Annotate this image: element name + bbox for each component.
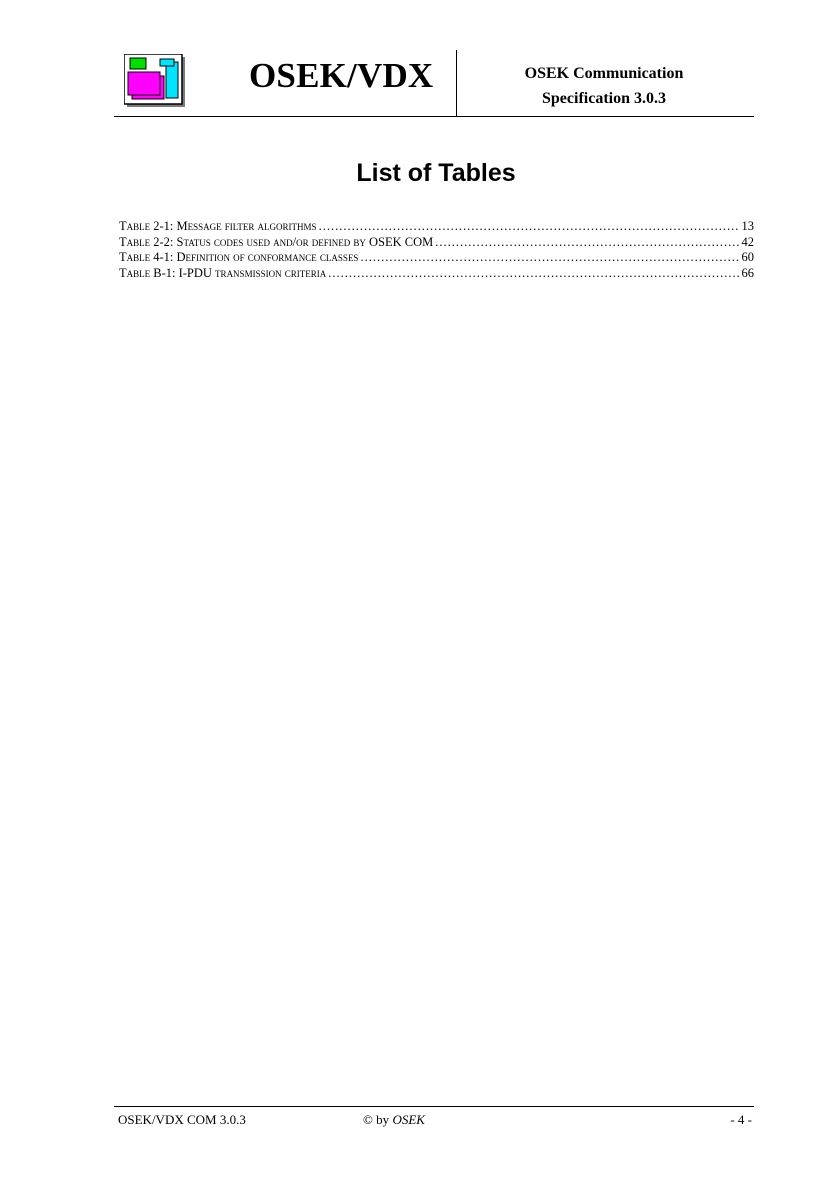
copyright-text: © by (363, 1112, 390, 1127)
table-entry-page: 60 (741, 250, 754, 264)
footer-copyright (114, 1112, 674, 1128)
page-footer (114, 1106, 754, 1137)
page-number: - 4 - (730, 1112, 752, 1127)
page-header (114, 48, 754, 117)
brand-title: OSEK/VDX (249, 56, 434, 95)
dot-leader (435, 235, 739, 251)
table-entry-label: Table 2-2: Status codes used and/or defined by OSEK COM (119, 234, 434, 249)
table-entry-label: Table 2-1: Message filter algorithms (119, 219, 317, 233)
table-entry-page: 13 (741, 219, 754, 233)
list-item[interactable] (119, 235, 754, 251)
footer-document-id: OSEK/VDX COM 3.0.3 (118, 1112, 246, 1127)
dot-leader (319, 219, 740, 235)
table-entry-label: Table 4-1: Definition of conformance classes (119, 250, 359, 264)
table-entry-page: 42 (741, 234, 754, 249)
spec-line-1: OSEK Communication (524, 65, 684, 82)
page-title: List of Tables (356, 159, 516, 187)
spec-title (472, 61, 736, 111)
dot-leader (360, 250, 739, 266)
spec-line-2: Specification 3.0.3 (542, 90, 666, 107)
copyright-owner: OSEK (392, 1112, 425, 1127)
header-divider (456, 50, 457, 116)
table-entry-label: Table B-1: I-PDU transmission criteria (119, 265, 327, 280)
table-list (119, 219, 754, 281)
list-item[interactable] (119, 266, 754, 282)
dot-leader (328, 266, 739, 282)
list-item[interactable] (119, 219, 754, 235)
table-entry-page: 66 (741, 265, 754, 280)
osek-logo-icon (124, 54, 186, 108)
list-item[interactable] (119, 250, 754, 266)
